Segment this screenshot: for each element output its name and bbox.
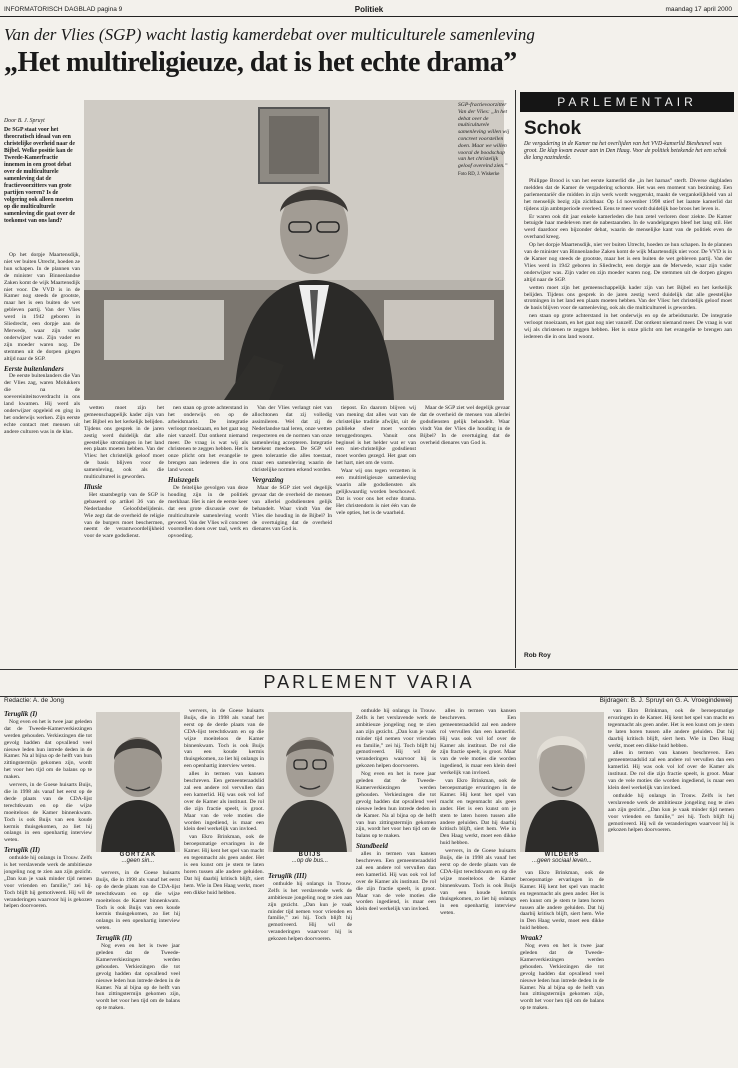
varia-banner (0, 669, 738, 697)
article-headline: „Het multireligieuze, dat is het echte drama” (4, 47, 517, 78)
varia-subheading-teruglik-2: Teruglik (II) (4, 846, 41, 855)
section-title: Politiek (354, 5, 384, 14)
article-lede (4, 118, 80, 248)
varia-column-g (520, 870, 604, 1063)
varia-column-a-text-2: wervers, in de Goese huisarts Buijs, die in 1998 als vanaf het eerst op de derde plaats van de CDA-lijst terechtkwam en op die wijze moeiteloos de Kamer binnenkwam. Toch is ook Buijs van een koude kermis thuisgekomen, zo liet hij onlangs in een openhartig interview weten. (4, 782, 92, 844)
varia-column-h-text-2: alles in termen van kansen beschreven. Een gemeenteraadslid zal een andere rol vervullen dan een kamerlid. Hij was ook vol lof over de Kamer als instituut. De rol die zijn fractie speelt, is groot. Maar van de vele moties die worden ingediend, is maar een klein deel werkelijk van invloed. (608, 750, 734, 791)
article-column-4 (252, 405, 332, 664)
portrait-wilders (520, 712, 604, 852)
varia-column-f (440, 708, 516, 1063)
caption-wilders-name: WILDERS (544, 852, 580, 858)
sidebar-intro: De vergadering in de Kamer na het overlijden van het VVD-kamerlid Biesheuvel was groot. De klap kwam zwaar aan in Den Haag. Voor de politiek betekende het een schok die lang nazinderde. (524, 141, 727, 161)
varia-column-d-text: onthulde hij onlangs in Trouw. Zelfs is het verslavende werk de ambitieuze jongeling nog te zien aan zijn gezicht. „Dan kun je vaak minder tijd nemen voor vrienden en familie,” zei hij. Toch blijft hij gemotiveerd. Hij wil de veranderingen waarvoor hij is gekozen helpen doorvoeren. (268, 880, 352, 943)
varia-column-g-text: van Ekro Brinkman, ook de beroepsmatige ervaringen in de Kamer. Hij kent het spel van macht en tegenmacht als geen ander. Het is een kunst om je stem te laten horen tussen alle andere geluiden. Dat hij daarbij kritisch blijft, siert hem. Wie in Den Haag werkt, moet een dikke huid hebben. (520, 870, 604, 932)
photo-caption (458, 102, 512, 179)
sidebar-banner-text: PARLEMENTAIR (557, 95, 697, 109)
varia-column-f-text-3: wervers, in de Goese huisarts Buijs, die in 1998 als vanaf het eerst op de derde plaats van de CDA-lijst terechtkwam en op die wijze moeiteloos de Kamer binnenkwam. Toch is ook Buijs van een koude kermis thuisgekomen, zo liet hij onlangs in een openhartig interview weten. (440, 848, 516, 917)
varia-column-b (96, 870, 180, 1063)
portrait-buijs (268, 712, 352, 852)
column-4-text-b: Maar de SGP ziet wel degelijk gevaar dat de overheid de mensen van allerlei godsdiensten gelijk behandelt. Waar vindt Van der Vlies die houding in de Bijbel? In de overtuiging dat de overheid dienares van God is. (252, 484, 332, 533)
column-6-text: Maar de SGP ziet wel degelijk gevaar dat de overheid de mensen van allerlei godsdiensten gelijk behandelt. Waar vindt Van der Vlies die houding in de Bijbel? In de overtuiging dat de overheid dienares van God is. (420, 405, 510, 446)
subheading-vergrazing: Vergrazing (252, 476, 284, 485)
varia-column-h-text: van Ekro Brinkman, ook de beroepsmatige ervaringen in de Kamer. Hij kent het spel van macht en tegenmacht als geen ander. Het is een kunst om je stem te laten horen tussen alle andere geluiden. Dat hij daarbij kritisch blijft, siert hem. Wie in Den Haag werkt, moet een dikke huid hebben. (608, 708, 734, 749)
varia-title: PARLEMENT VARIA (263, 672, 475, 692)
article-column-5 (336, 405, 416, 664)
varia-subheading-wraak: Wraak? (520, 934, 543, 943)
sidebar-signature: Rob Roy (524, 652, 551, 659)
column-1-text: Op het dorpje Maartensdijk, niet ver buiten Utrecht, hoeden ze hun schapen. In de plannen van de minister van Binnenlandse Zaken komt de wijk Maartensdijk niet voor. De VVD is in de Kamer nog steeds de grootste, maar het is een buiten de wet gebleven partij. Van der Vlies werd in 1942 geboren in Sliedrecht, een dorpje aan de Merwede, waar zijn vader onderwijzer was. Zijn vader en zijn moeder waren nog. De stemmen uit de dorpen gingen altijd naar de SGP. (4, 252, 80, 362)
page-header (0, 0, 738, 17)
portrait-gortzak (96, 712, 180, 852)
varia-column-g-text-2: Nog even en het is twee jaar geleden dat de Tweede-Kamerverkiezingen werden gehouden. Verkiezingen die tot gevolg hadden dat opvallend veel nieuwe leden hun intrede deden in de Kamer. Na al bijna op de helft van hun zittingstermijn gekomen zijn, wordt het voor hen tijd om de balans op te maken. (520, 943, 604, 1012)
varia-column-e-text-3: alles in termen van kansen beschreven. Een gemeenteraadslid zal een andere rol vervullen dan een kamerlid. Hij was ook vol lof over de Kamer als instituut. De rol die zijn fractie speelt, is groot. Maar van de vele moties die worden ingediend, is maar een klein deel werkelijk van invloed. (356, 851, 436, 913)
sidebar-body-text-5: nen staan op grote achterstand in het onderwijs en op de arbeidsmarkt. De integratie verloopt moeizaam, en het gaat nog niet vanzelf. Dat ontkent niemand meer. De vraag is wat wij als christenen te zeggen hebben. Het is onze plicht om het evangelie te brengen aan iedereen die in ons land woont. (524, 313, 732, 340)
column-2-text-b: Het staatsbegrip van de SGP is gebaseerd op artikel 36 van de Nederlandse Geloofsbelijdenis. Wie zegt dat de overheid de religie van de burgers moet beschermen, neemt de verantwoordelijkheid voor de ware godsdienst. (84, 491, 164, 540)
varia-column-f-text: alles in termen van kansen beschreven. Een gemeenteraadslid zal een andere rol vervullen dan een kamerlid. Hij was ook vol lof over de Kamer als instituut. De rol die zijn fractie speelt, is groot. Maar van de vele moties die worden ingediend, is maar een klein deel werkelijk van invloed. (440, 708, 516, 777)
article-column-3 (168, 405, 248, 664)
sidebar-body-text-4: wetten moet zijn het gemeenschappelijk kader zijn van het Bijbel en het kerkelijk belijden. Tijdens ons gesprek in de jaren zestig werd duidelijk dat alle geestelijke stromingen in het land een plaats moeten hebben. Van der Vlies: het christelijk geloof moet de basis blijven voor de samenleving, ook als die multicultureel is geworden. (524, 284, 732, 312)
column-5-text: tiepost. En daarom blijven wij van mening dat alles wat van de christelijke traditie afwijkt, uit de publieke sfeer moet worden teruggedrongen. Vanuit ons beginsel is het helder wat er van een niet-christelijke godsdienst moet worden gezegd. Het gaat om het hart, niet om de vorm. (336, 405, 416, 467)
varia-subheading-standbeeld: Standbeeld (356, 842, 388, 851)
varia-column-c (184, 708, 264, 1063)
varia-column-b-text-2: Nog even en het is twee jaar geleden dat de Tweede-Kamerverkiezingen werden gehouden. Verkiezingen die tot gevolg hadden dat opvallend veel nieuwe leden hun intrede deden in de Kamer. Na al bijna op de helft van hun zittingstermijn gekomen zijn, wordt het voor hen tijd om de balans op te maken. (96, 943, 180, 1012)
sidebar-body (524, 178, 732, 648)
caption-gortzak-quote: ...geen sin... (121, 858, 155, 864)
varia-column-e-text: onthulde hij onlangs in Trouw. Zelfs is het verslavende werk de ambitieuze jongeling nog te zien aan zijn gezicht. „Dan kun je vaak minder tijd nemen voor vrienden en familie,” zei hij. Toch blijft hij gemotiveerd. Hij wil de veranderingen waarvoor hij is gekozen helpen doorvoeren. (356, 708, 436, 770)
varia-column-e-text-2: Nog even en het is twee jaar geleden dat de Tweede-Kamerverkiezingen werden gehouden. Verkiezingen die tot gevolg hadden dat opvallend veel nieuwe leden hun intrede deden in de Kamer. Na al bijna op de helft van hun zittingstermijn gekomen zijn, wordt het voor hen tijd om de balans op te maken. (356, 771, 436, 840)
varia-column-c-text-2: alles in termen van kansen beschreven. Een gemeenteraadslid zal een andere rol vervullen dan een kamerlid. Hij was ook vol lof over de Kamer als instituut. De rol die zijn fractie speelt, is groot. Maar van de vele moties die worden ingediend, is maar een klein deel werkelijk van invloed. (184, 771, 264, 833)
varia-subheading-teruglik-1: Teruglik (I) (4, 710, 38, 718)
photo-caption-text: SGP-fractievoorzitter Van der Vlies: „In het debat over de multiculturele samenleving willen wij concreet voorstellen doen. Maar we willen vooral de boodschap van het christelijk geloof overeind zien.” (458, 102, 510, 170)
caption-wilders (520, 852, 604, 864)
issue-date: maandag 17 april 2000 (665, 6, 732, 13)
article-kicker: Van der Vlies (SGP) wacht lastig kamerdebat over multiculturele samenleving (4, 25, 535, 44)
column-5-text-b: Waar wij ons tegen verzetten is een multireligieuze samenleving waarin alle godsdiensten als gelijkwaardig worden beschouwd. Dat is voor ons het echte drama. Het christendom is niet één van de vele opties, het is de waarheid. (336, 468, 416, 516)
varia-column-c-text-3: van Ekro Brinkman, ook de beroepsmatige ervaringen in de Kamer. Hij kent het spel van macht en tegenmacht als geen ander. Het is een kunst om je stem te laten horen tussen alle andere geluiden. Dat hij daarbij kritisch blijft, siert hem. Wie in Den Haag werkt, moet een dikke huid hebben. (184, 834, 264, 896)
article-byline: Door B. J. Spruyt (4, 118, 45, 124)
column-3-text-b: De feitelijke gevolgen van deze houding zijn in de politiek merkbaar. Het is niet de eerste keer dat een grote discussie over de multiculturele samenleving wordt gevoerd. Van der Vlies wil concreet voorstellen doen over taal, werk en opvoeding. (168, 484, 248, 540)
varia-column-h (608, 708, 734, 1063)
varia-subheading-teruglik-3: Teruglik (III) (268, 872, 307, 880)
subheading-huiszegels: Huiszegels (168, 476, 200, 485)
column-4-text: Van der Vlies verlangt niet van allochtonen dat zij volledig assimileren. Wel dat zij de Nederlandse taal leren, onze wetten respecteren en de normen van onze samenleving accepteren. Integratie betekent meedoen. De SGP wil geen tolerantie die alles toestaat, maar een samenleving waarin de christelijke normen erkend worden. (252, 405, 332, 474)
varia-redactie: Redactie: A. de Jong (4, 697, 64, 704)
caption-gortzak (96, 852, 180, 864)
sidebar-body-text: Philippe Brood is van het eerste kamerlid die „in het harnas” sterft. Diverse dagbladen meldden dat de Kamer de vergadering schorste. Het was een moment van bezinning. Een parlementariër die midden in zijn werk wordt weggerukt, maakt de vergankelijkheid van al het menselijk bezig zijn zichtbaar. Op 14 november 1998 stierf het laatste kamerlid dat tijdens zijn ambtsperiode overleed. Eens te meer wordt duidelijk hoe broos het leven is. (524, 178, 732, 212)
sidebar-body-text-3: Op het dorpje Maartensdijk, niet ver buiten Utrecht, hoeden ze hun schapen. In de plannen van de minister van Binnenlandse Zaken komt de wijk Maartensdijk niet voor. De VVD is in de Kamer nog steeds de grootste, maar het is een buiten de wet gebleven partij. Van der Vlies werd in 1942 geboren in Sliedrecht, een dorpje aan de Merwede, waar zijn vader onderwijzer was. Zijn vader en zijn moeder waren nog. De stemmen uit de dorpen gingen altijd naar de SGP. (524, 242, 732, 283)
varia-column-a-text-3: onthulde hij onlangs in Trouw. Zelfs is het verslavende werk de ambitieuze jongeling nog te zien aan zijn gezicht. „Dan kun je vaak minder tijd nemen voor vrienden en familie,” zei hij. Toch blijft hij gemotiveerd. Hij wil de veranderingen waarvoor hij is gekozen helpen doorvoeren. (4, 855, 92, 910)
subheading-eerste-buitenlanders: Eerste buitenlanders (4, 364, 64, 373)
sidebar-divider (515, 90, 516, 668)
caption-buijs (268, 852, 352, 864)
subheading-illusie: Illusie (84, 482, 103, 491)
column-2-text: wetten moet zijn het gemeenschappelijk kader zijn van het Bijbel en het kerkelijk belijden. Tijdens ons gesprek in de jaren zestig werd duidelijk dat alle geestelijke stromingen in het land een plaats moeten hebben. Van der Vlies: het christelijk geloof moet de basis blijven voor de samenleving, ook als die multicultureel is geworden. (84, 405, 164, 481)
varia-column-e (356, 708, 436, 1063)
varia-column-a-text: Nog even en het is twee jaar geleden dat de Tweede-Kamerverkiezingen werden gehouden. Verkiezingen die tot gevolg hadden dat opvallend veel nieuwe leden hun intrede deden in de Kamer. Na al bijna op de helft van hun zittingstermijn gekomen zijn, wordt het voor hen tijd om de balans op te maken. (4, 718, 92, 781)
varia-column-b-text: wervers, in de Goese huisarts Buijs, die in 1998 als vanaf het eerst op de derde plaats van de CDA-lijst terechtkwam en op die wijze moeiteloos de Kamer binnenkwam. Toch is ook Buijs van een koude kermis thuisgekomen, zo liet hij onlangs in een openhartig interview weten. (96, 870, 180, 932)
article-column-1 (4, 252, 80, 664)
newspaper-name: INFORMATORISCH DAGBLAD pagina 9 (4, 6, 123, 13)
sidebar-body-text-2: Er waren ook dit jaar enkele kamerleden die hun zetel verloren door ziekte. De Kamer betuigde haar medeleven met de nabestaanden. In de wandelgangen bleef het lang stil. Het werd daardoor een bijzonder debat, waarin de menselijke kant van de politiek even de overhand kreeg. (524, 213, 732, 241)
caption-buijs-name: BUIJS (298, 852, 322, 858)
article-column-2 (84, 405, 164, 664)
main-photo (84, 100, 504, 400)
caption-gortzak-name: GORTZAK (119, 852, 157, 858)
sidebar-banner (520, 92, 734, 112)
varia-column-c-text: wervers, in de Goese huisarts Buijs, die in 1998 als vanaf het eerst op de derde plaats van de CDA-lijst terechtkwam en op die wijze moeiteloos de Kamer binnenkwam. Toch is ook Buijs van een koude kermis thuisgekomen, zo liet hij onlangs in een openhartig interview weten. (184, 708, 264, 770)
caption-buijs-quote: ...op de bus... (291, 858, 329, 864)
caption-wilders-quote: ...geen sociaal leven... (532, 858, 592, 864)
varia-column-d (268, 870, 352, 1063)
lede-text: De SGP staat voor het theocratisch ideaal van een christelijke overheid naar de Bijbel. Welke positie kan de Tweede-Kamerfractie innemen in een groot debat over de multiculturele samenleving dat de fractievoorzitters van grote partijen voeren? Is de volgering ook alleen moeten op die multiculturele samenleving die gaat over de toekomst van ons land? (4, 127, 76, 224)
varia-column-f-text-2: van Ekro Brinkman, ook de beroepsmatige ervaringen in de Kamer. Hij kent het spel van macht en tegenmacht als geen ander. Het is een kunst om je stem te laten horen tussen alle andere geluiden. Dat hij daarbij kritisch blijft, siert hem. Wie in Den Haag werkt, moet een dikke huid hebben. (440, 778, 516, 847)
photo-credit: Foto RD, J. Wiskerke (458, 171, 500, 177)
sidebar-title: Schok (524, 118, 582, 139)
article-column-6 (420, 405, 510, 664)
column-3-text: nen staan op grote achterstand in het onderwijs en op de arbeidsmarkt. De integratie verloopt moeizaam, en het gaat nog niet vanzelf. Dat ontkent niemand meer. De vraag is wat wij als christenen te zeggen hebben. Het is onze plicht om het evangelie te brengen aan iedereen die in ons land woont. (168, 405, 248, 474)
varia-column-a (4, 708, 92, 1063)
column-1-text-b: De eerste buitenlanders die Van der Vlies zag, waren Molukkers die na de soevereiniteitsoverdracht in ons land kwamen. Hij werd als onderwijzer opgeleid en ging in het onderwijs werken. Zijn eerste echte contact met mensen uit andere culturen was in de klas. (4, 373, 80, 435)
varia-subheading-teruglik-2b: Teruglik (II) (96, 934, 133, 943)
varia-column-h-text-3: onthulde hij onlangs in Trouw. Zelfs is het verslavende werk de ambitieuze jongeling nog te zien aan zijn gezicht. „Dan kun je vaak minder tijd nemen voor vrienden en familie,” zei hij. Toch blijft hij gemotiveerd. Hij wil de veranderingen waarvoor hij is gekozen helpen doorvoeren. (608, 792, 734, 834)
varia-bijdragen: Bijdragen: B. J. Spruyt en G. A. Vroegindeweij (599, 697, 732, 704)
